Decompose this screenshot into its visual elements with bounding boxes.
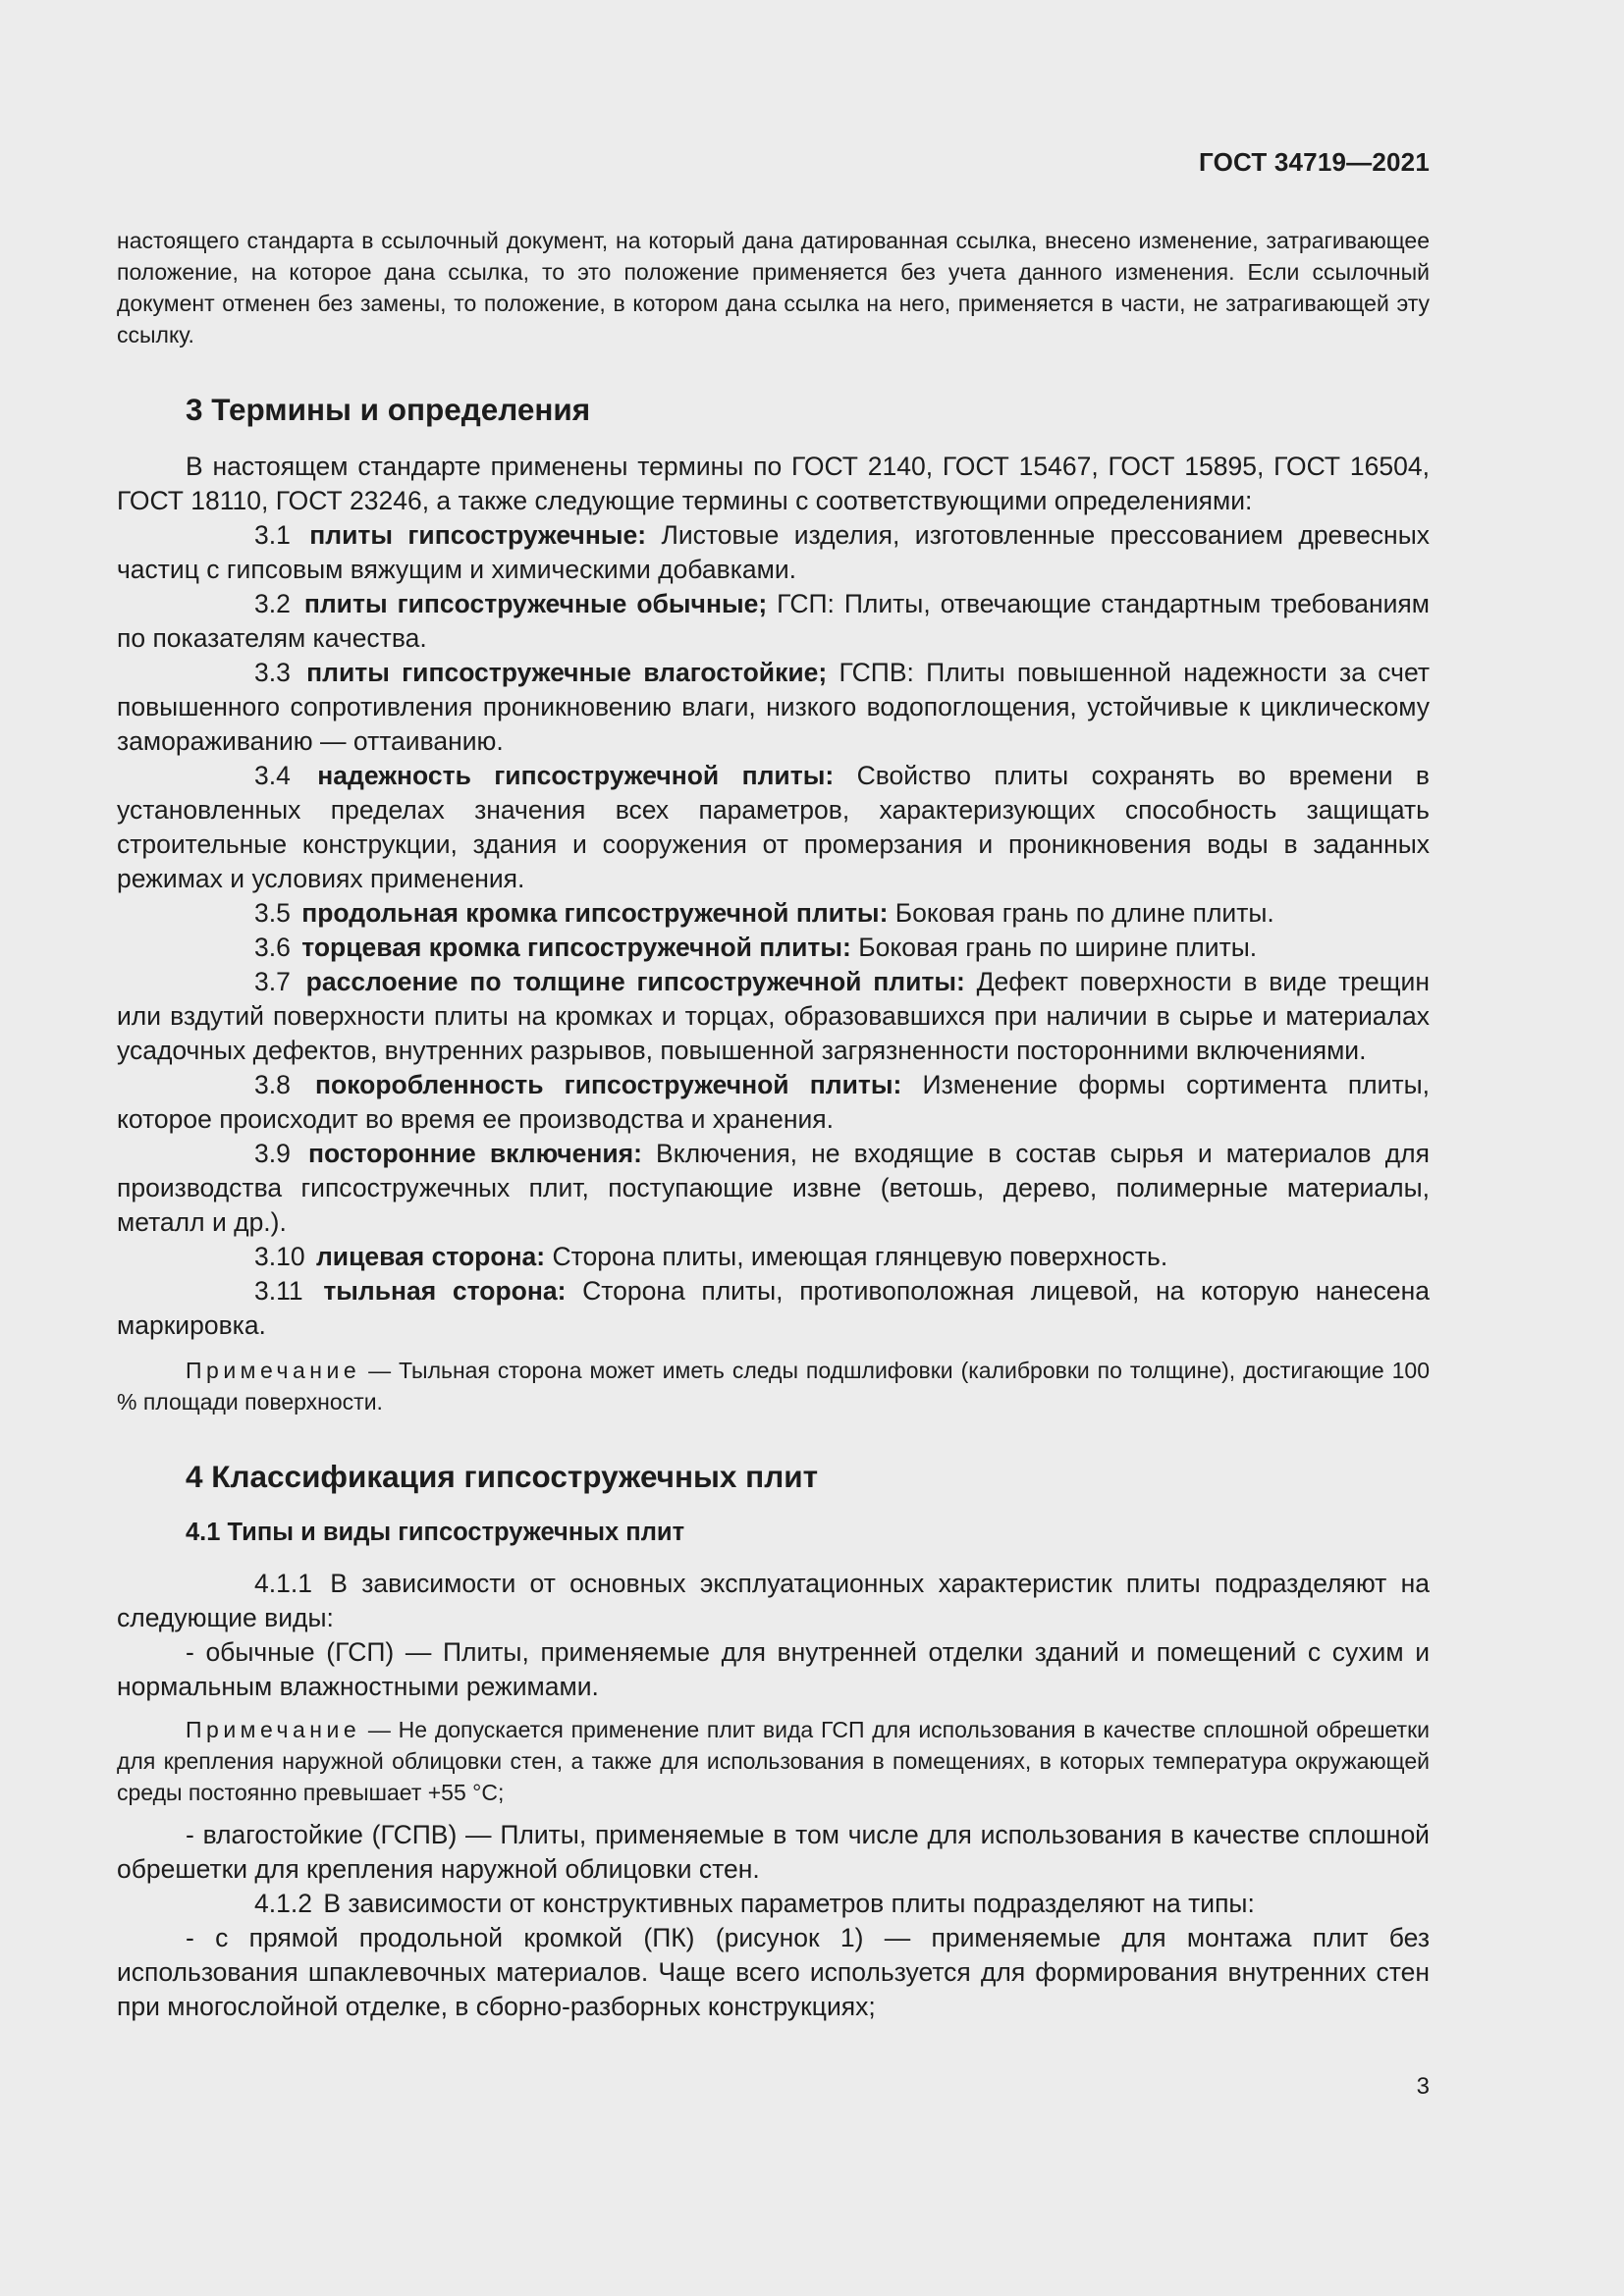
term-definition	[117, 1274, 1430, 1343]
page-content	[117, 225, 1430, 2024]
term-definition	[117, 759, 1430, 896]
term-number: 3.4	[254, 761, 291, 790]
paragraph-number: 4.1.2	[254, 1889, 312, 1918]
term-text: ГСПВ: Плиты повышенной надежности за счет повышенного сопротивления проникновению влаги, низкого водопоглощения, устойчивые к циклическому замораживанию — оттаиванию.	[117, 658, 1430, 756]
term-definition	[117, 1240, 1430, 1274]
term-name: надежность гипсостружечной плиты:	[317, 761, 835, 790]
term-name: тыльная сторона:	[323, 1276, 567, 1306]
page-number: 3	[1416, 2073, 1430, 2100]
term-name: торцевая кромка гипсостружечной плиты:	[301, 933, 851, 962]
list-item-pk: - с прямой продольной кромкой (ПК) (рисунок 1) — применяемые для монтажа плит без использования шпаклевочных материалов. Чаще всего используется для формирования внутренних стен при многослойной отделке, в сборно-разборных конструкциях;	[117, 1923, 1430, 2021]
term-name: лицевая сторона:	[315, 1242, 546, 1271]
terms-list	[117, 518, 1430, 1343]
paragraph-4-1-1	[117, 1567, 1430, 1635]
paragraph-text: В зависимости от конструктивных параметров плиты подразделяют на типы:	[323, 1889, 1255, 1918]
term-definition	[117, 965, 1430, 1068]
term-text: Боковая грань по ширине плиты.	[858, 933, 1258, 962]
term-number: 3.7	[254, 967, 291, 996]
note-label: Примечание	[186, 1717, 361, 1742]
term-definition	[117, 1068, 1430, 1137]
paragraph-number: 4.1.1	[254, 1569, 312, 1598]
section-4-title: 4 Классификация гипсостружечных плит	[186, 1459, 818, 1494]
term-text: Дефект поверхности в виде трещин или вздутий поверхности плиты на кромках и торцах, образовавшихся при наличии в сырье и материалах усадочных дефектов, внутренних разрывов, повышенной загрязненности посторонними включениями.	[117, 967, 1430, 1065]
note-text: — Не допускается применение плит вида ГСП для использования в качестве сплошной обрешетки для крепления наружной облицовки стен, а также для использования в помещениях, в которых температура окружающей среды постоянно превышает +55 °С;	[117, 1717, 1430, 1805]
section-3-lead: В настоящем стандарте применены термины по ГОСТ 2140, ГОСТ 15467, ГОСТ 15895, ГОСТ 16504, ГОСТ 18110, ГОСТ 23246, а также следующие термины с соответствующими определениями:	[117, 452, 1430, 515]
term-number: 3.3	[254, 658, 291, 687]
list-item-gspv: - влагостойкие (ГСПВ) — Плиты, применяемые в том числе для использования в качестве сплошной обрешетки для крепления наружной облицовки стен.	[117, 1820, 1430, 1884]
note-label: Примечание	[186, 1358, 361, 1383]
term-text: Свойство плиты сохранять во времени в установленных пределах значения всех параметров, характеризующих способность защищать строительные конструкции, здания и сооружения от промерзания и проникновения воды в заданных режимах и условиях применения.	[117, 761, 1431, 893]
term-text: Листовые изделия, изготовленные прессованием древесных частиц с гипсовым вяжущим и химическими добавками.	[117, 520, 1430, 584]
term-name: плиты гипсостружечные влагостойкие;	[306, 658, 828, 687]
term-name: плиты гипсостружечные:	[309, 520, 647, 550]
section-4-note	[117, 1714, 1430, 1808]
term-name: покоробленность гипсостружечной плиты:	[315, 1070, 902, 1099]
term-text: ГСП: Плиты, отвечающие стандартным требованиям по показателям качества.	[117, 589, 1430, 653]
term-text: Сторона плиты, имеющая глянцевую поверхность.	[552, 1242, 1168, 1271]
term-text: Включения, не входящие в состав сырья и материалов для производства гипсостружечных плит, поступающие извне (ветошь, дерево, полимерные материалы, металл и др.).	[117, 1139, 1430, 1237]
term-number: 3.11	[254, 1276, 303, 1306]
term-name: плиты гипсостружечные обычные;	[303, 589, 768, 618]
term-definition	[117, 1137, 1430, 1240]
term-definition	[117, 656, 1430, 759]
term-name: продольная кромка гипсостружечной плиты:	[301, 898, 889, 928]
term-number: 3.1	[254, 520, 291, 550]
term-name: расслоение по толщине гипсостружечной плиты:	[305, 967, 965, 996]
term-number: 3.10	[254, 1242, 305, 1271]
term-number: 3.2	[254, 589, 291, 618]
subsection-4-1-title: 4.1 Типы и виды гипсостружечных плит	[186, 1519, 685, 1546]
term-definition	[117, 896, 1430, 931]
list-item-gsp: - обычные (ГСП) — Плиты, применяемые для внутренней отделки зданий и помещений с сухим и нормальным влажностными режимами.	[117, 1637, 1430, 1701]
paragraph-text: В зависимости от основных эксплуатационных характеристик плиты подразделяют на следующие виды:	[117, 1569, 1430, 1632]
term-text: Сторона плиты, противоположная лицевой, на которую нанесена маркировка.	[117, 1276, 1430, 1340]
note-text: — Тыльная сторона может иметь следы подшлифовки (калибровки по толщине), достигающие 100 % площади поверхности.	[117, 1358, 1430, 1415]
paragraph-4-1-2	[117, 1887, 1430, 1921]
term-number: 3.8	[254, 1070, 291, 1099]
term-definition	[117, 931, 1430, 965]
term-text: Изменение формы сортимента плиты, которое происходит во время ее производства и хранения.	[117, 1070, 1430, 1134]
section-3-note	[117, 1355, 1430, 1417]
term-definition	[117, 587, 1430, 656]
term-number: 3.5	[254, 898, 291, 928]
term-number: 3.9	[254, 1139, 291, 1168]
section-3-title: 3 Термины и определения	[186, 392, 591, 427]
term-definition	[117, 518, 1430, 587]
intro-paragraph: настоящего стандарта в ссылочный документ, на который дана датированная ссылка, внесено изменение, затрагивающее положение, на которое дана ссылка, то это положение применяется без учета данного изменения. Если ссылочный документ отменен без замены, то положение, в котором дана ссылка на него, применяется в части, не затрагивающей эту ссылку.	[117, 228, 1430, 347]
document-header: ГОСТ 34719—2021	[1199, 147, 1430, 177]
term-name: посторонние включения:	[307, 1139, 642, 1168]
term-text: Боковая грань по длине плиты.	[894, 898, 1274, 928]
term-number: 3.6	[254, 933, 291, 962]
